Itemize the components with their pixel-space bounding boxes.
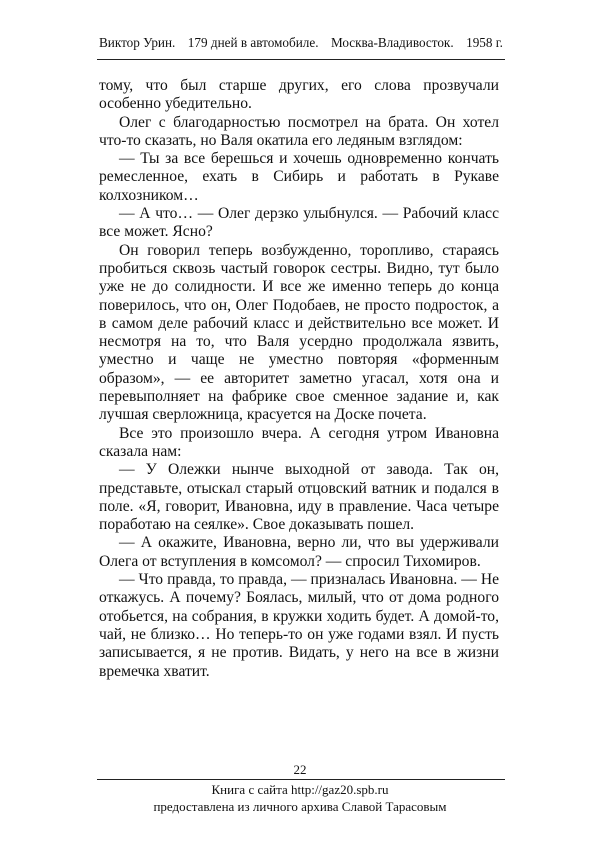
header-title: 179 дней в автомобиле.	[187, 35, 319, 50]
paragraph: Олег с благодарностью посмотрел на брата. Он хотел что-то сказать, но Валя окатила его ледяным взглядом:	[99, 113, 499, 149]
paragraph: тому, что был старше других, его слова прозвучали особенно убедительно.	[99, 77, 499, 113]
paragraph: — Что правда, то правда, — призналась Ивановна. — Не откажусь. А почему? Боялась, милый, что от дома родного отобьется, на собрания, в кружки ходить будет. А домой-то, чай, не близко… Но теперь-то он уже годами взял. И пусть записывается, я не против. Видать, у него на все в жизни времечка хватит.	[99, 571, 499, 680]
page-footer	[0, 781, 600, 815]
header-year: 1958 г.	[466, 35, 503, 50]
paragraph: — А окажите, Ивановна, верно ли, что вы удерживали Олега от вступления в комсомол? — спросил Тихомиров.	[99, 534, 499, 570]
header-route: Москва-Владивосток.	[330, 35, 454, 50]
paragraph: Все это произошло вчера. А сегодня утром Ивановна сказала нам:	[99, 424, 499, 460]
page-body	[99, 77, 499, 681]
paragraph: — У Олежки нынче выходной от завода. Так он, представьте, отыскал старый отцовский ватник и подался в поле. «Я, говорит, Ивановна, иду в правление. Часа четыре поработаю на сеялке». Свое доказывать пошел.	[99, 461, 499, 534]
header-divider	[97, 59, 505, 60]
page-number: 22	[293, 762, 307, 777]
paragraph: — Ты за все берешься и хочешь одновременно кончать ремесленное, ехать в Сибирь и работать в Рукаве колхозником…	[99, 150, 499, 204]
paragraph: Он говорил теперь возбужденно, торопливо, стараясь пробиться сквозь частый говорок сестры. Видно, тут было уже не до солидности. И все же именно теперь до конца поверилось, что он, Олег Подобаев, не просто подросток, а в самом деле рабочий класс и действительно все может. И несмотря на то, что Валя усердно продолжала язвить, уместно и чаще не уместно повторяя «форменным образом», — ее авторитет заметно угасал, хотя она и перевыполняет на фабрике свое сменное задание и, как лучшая сверложница, красуется на Доске почета.	[99, 241, 499, 424]
footer-credit-line: предоставлена из личного архива Славой Тарасовым	[153, 799, 447, 814]
running-header	[99, 34, 503, 52]
header-author: Виктор Урин.	[99, 35, 176, 50]
footer-source-line: Книга с сайта http://gaz20.spb.ru	[211, 782, 389, 797]
footer-divider	[97, 779, 505, 780]
paragraph: — А что… — Олег дерзко улыбнулся. — Рабочий класс все может. Ясно?	[99, 205, 499, 241]
